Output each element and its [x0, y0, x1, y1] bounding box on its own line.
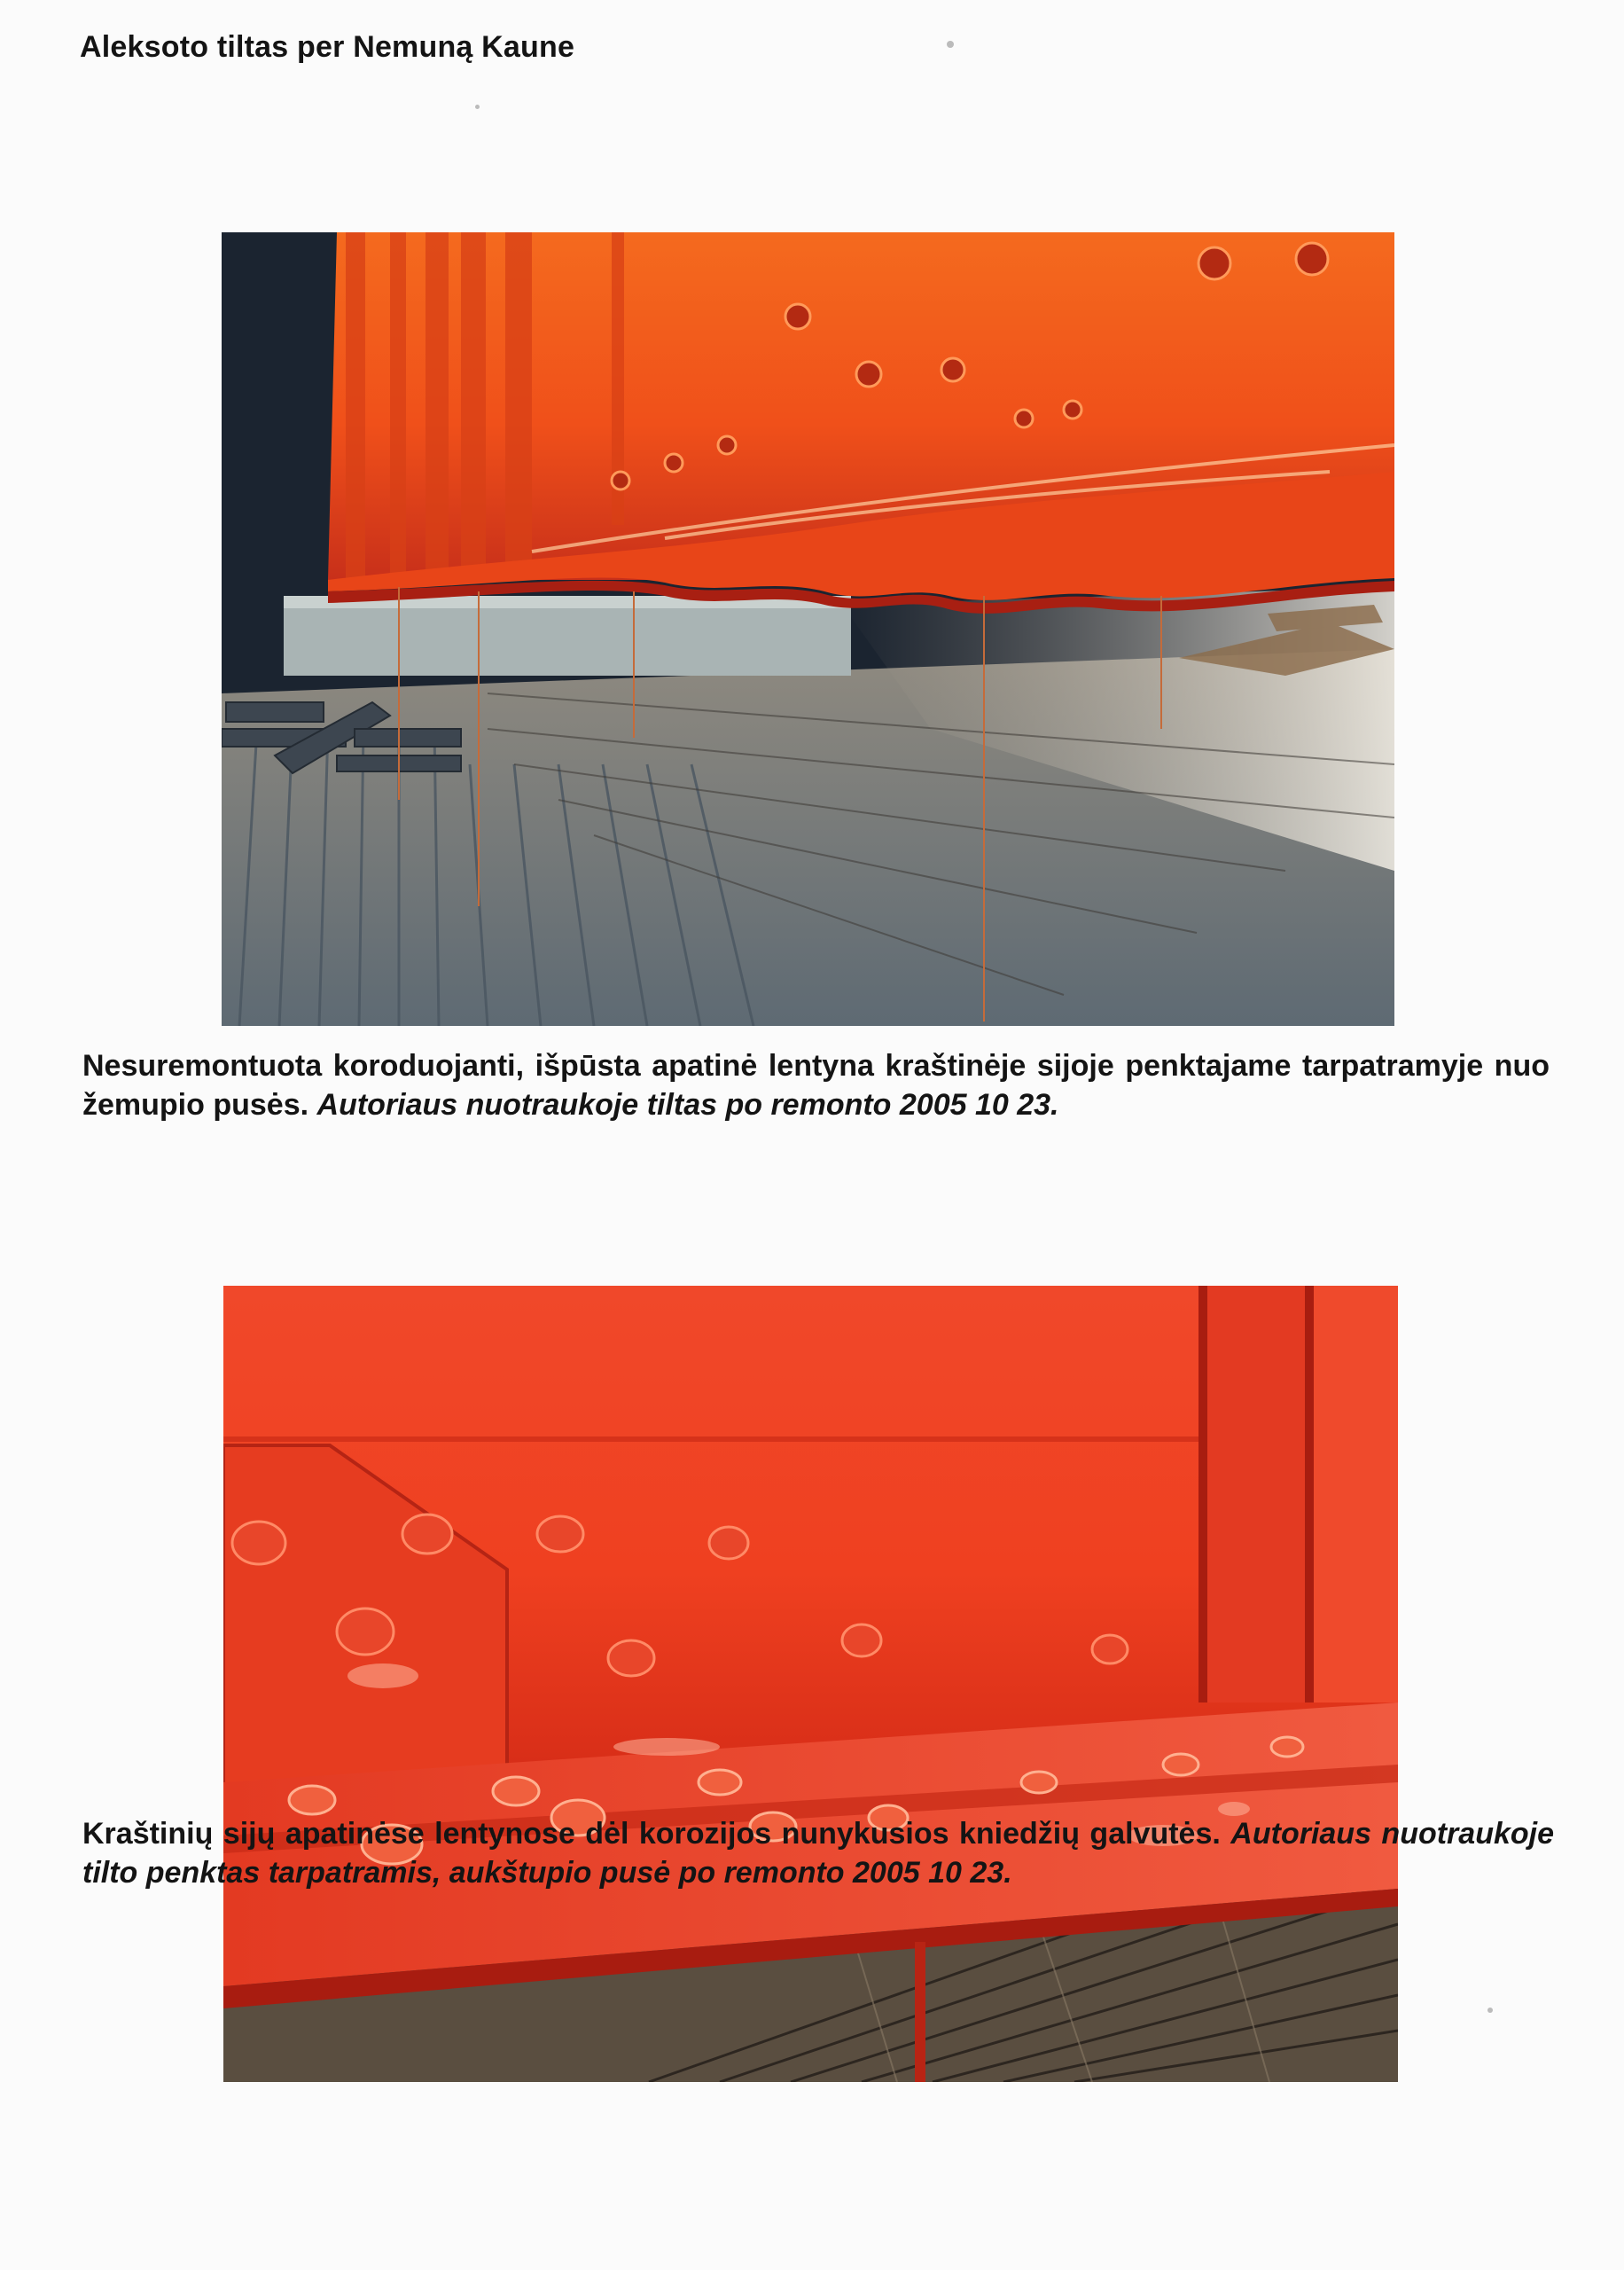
- page-title: Aleksoto tiltas per Nemuną Kaune: [80, 30, 575, 64]
- figure-1-caption-credit: Autoriaus nuotraukoje tiltas po remonto 2005 10 23.: [316, 1088, 1059, 1122]
- photo-girder-flange-rivets: [223, 1286, 1398, 2082]
- figure-2-caption: [82, 1814, 1554, 1892]
- scan-speck: [1487, 2008, 1493, 2013]
- figure-2-caption-credit: Autoriaus nuotraukoje tilto penktas tarpatramis, aukštupio pusė po remonto 2005 10 23.: [82, 1817, 1554, 1890]
- photo-2-drawing: [223, 1286, 1398, 2082]
- scan-speck: [475, 105, 480, 109]
- photo-1-drawing: [222, 232, 1394, 1026]
- scan-speck: [947, 41, 954, 48]
- figure-2-caption-text: Kraštinių sijų apatinėse lentynose dėl korozijos nunykusios kniedžių galvutės.: [82, 1817, 1221, 1851]
- figure-1-caption-text: Nesuremontuota koroduojanti, išpūsta apatinė lentyna kraštinėje sijoje penktajame tarpatramyje nuo žemupio pusės.: [82, 1049, 1550, 1122]
- photo-girder-underside-before: [222, 232, 1394, 1026]
- figure-1-caption: [82, 1046, 1550, 1124]
